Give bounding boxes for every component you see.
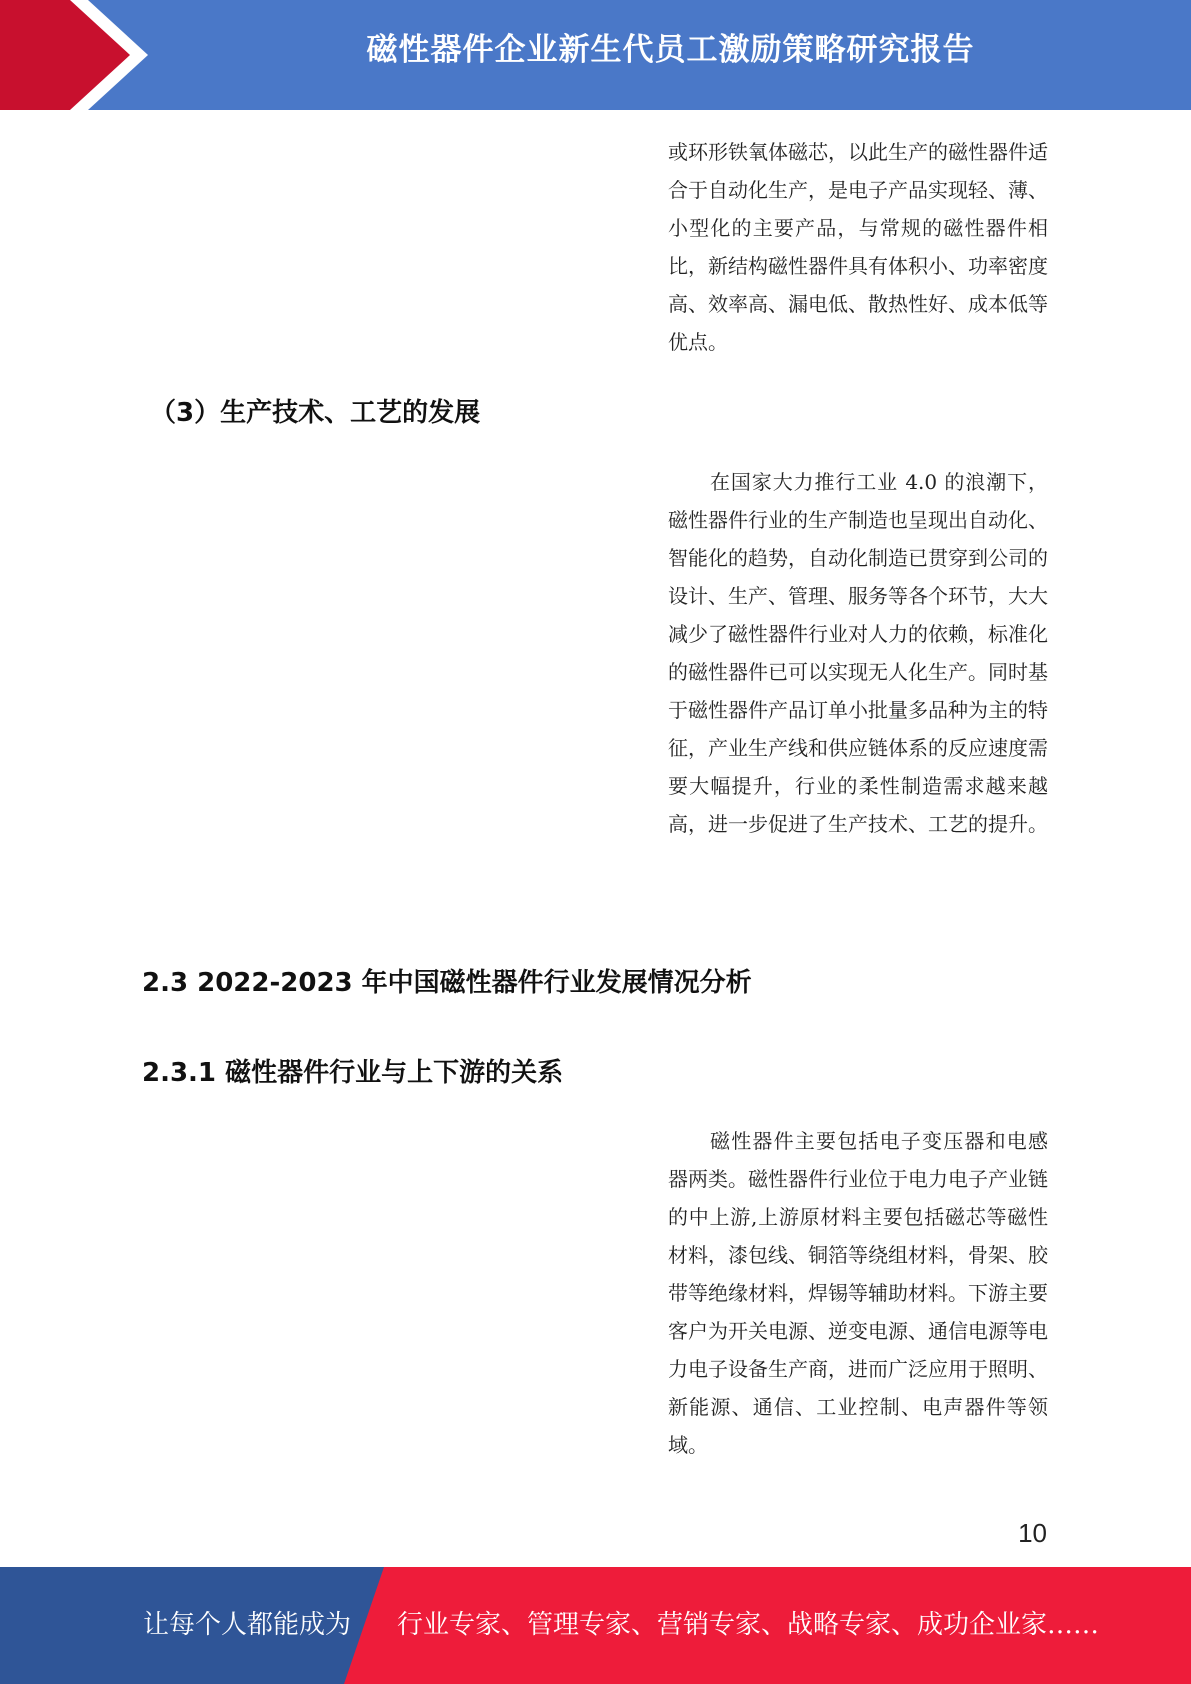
body-paragraph-1: 或环形铁氧体磁芯，以此生产的磁性器件适合于自动化生产，是电子产品实现轻、薄、小型化的主要产品，与常规的磁性器件相比，新结构磁性器件具有体积小、功率密度高、效率高、漏电低、散热性好、成本低等优点。 (668, 140, 1048, 354)
report-title: 磁性器件企业新生代员工激励策略研究报告 (366, 32, 975, 68)
section-heading-2-3-1: 2.3.1 磁性器件行业与上下游的关系 (142, 1058, 564, 1088)
footer-slogan-left: 让每个人都能成为 (143, 1610, 352, 1640)
section-heading-2-3: 2.3 2022-2023 年中国磁性器件行业发展情况分析 (142, 968, 752, 998)
body-paragraph-3: 磁性器件主要包括电子变压器和电感器两类。磁性器件行业位于电力电子产业链的中上游,上游原材料主要包括磁芯等磁性材料，漆包线、铜箔等绕组材料，骨架、胶带等绝缘材料，焊锡等辅助材料。下游主要客户为开关电源、逆变电源、通信电源等电力电子设备生产商，进而广泛应用于照明、新能源、通信、工业控制、电声器件等领域。 (668, 1129, 1048, 1457)
section-heading-3: （3）生产技术、工艺的发展 (150, 398, 481, 428)
page-footer (0, 1567, 1191, 1684)
header-arrow-decoration (0, 0, 160, 110)
page-number: 10 (1018, 1518, 1047, 1548)
footer-slogan-right: 行业专家、管理专家、营销专家、战略专家、成功企业家…… (397, 1610, 1100, 1640)
body-paragraph-2: 在国家大力推行工业 4.0 的浪潮下，磁性器件行业的生产制造也呈现出自动化、智能化的趋势，自动化制造已贯穿到公司的设计、生产、管理、服务等各个环节，大大减少了磁性器件行业对人力的依赖，标准化的磁性器件已可以实现无人化生产。同时基于磁性器件产品订单小批量多品种为主的特征，产业生产线和供应链体系的反应速度需要大幅提升，行业的柔性制造需求越来越高，进一步促进了生产技术、工艺的提升。 (668, 470, 1048, 836)
page-header (0, 0, 1191, 110)
